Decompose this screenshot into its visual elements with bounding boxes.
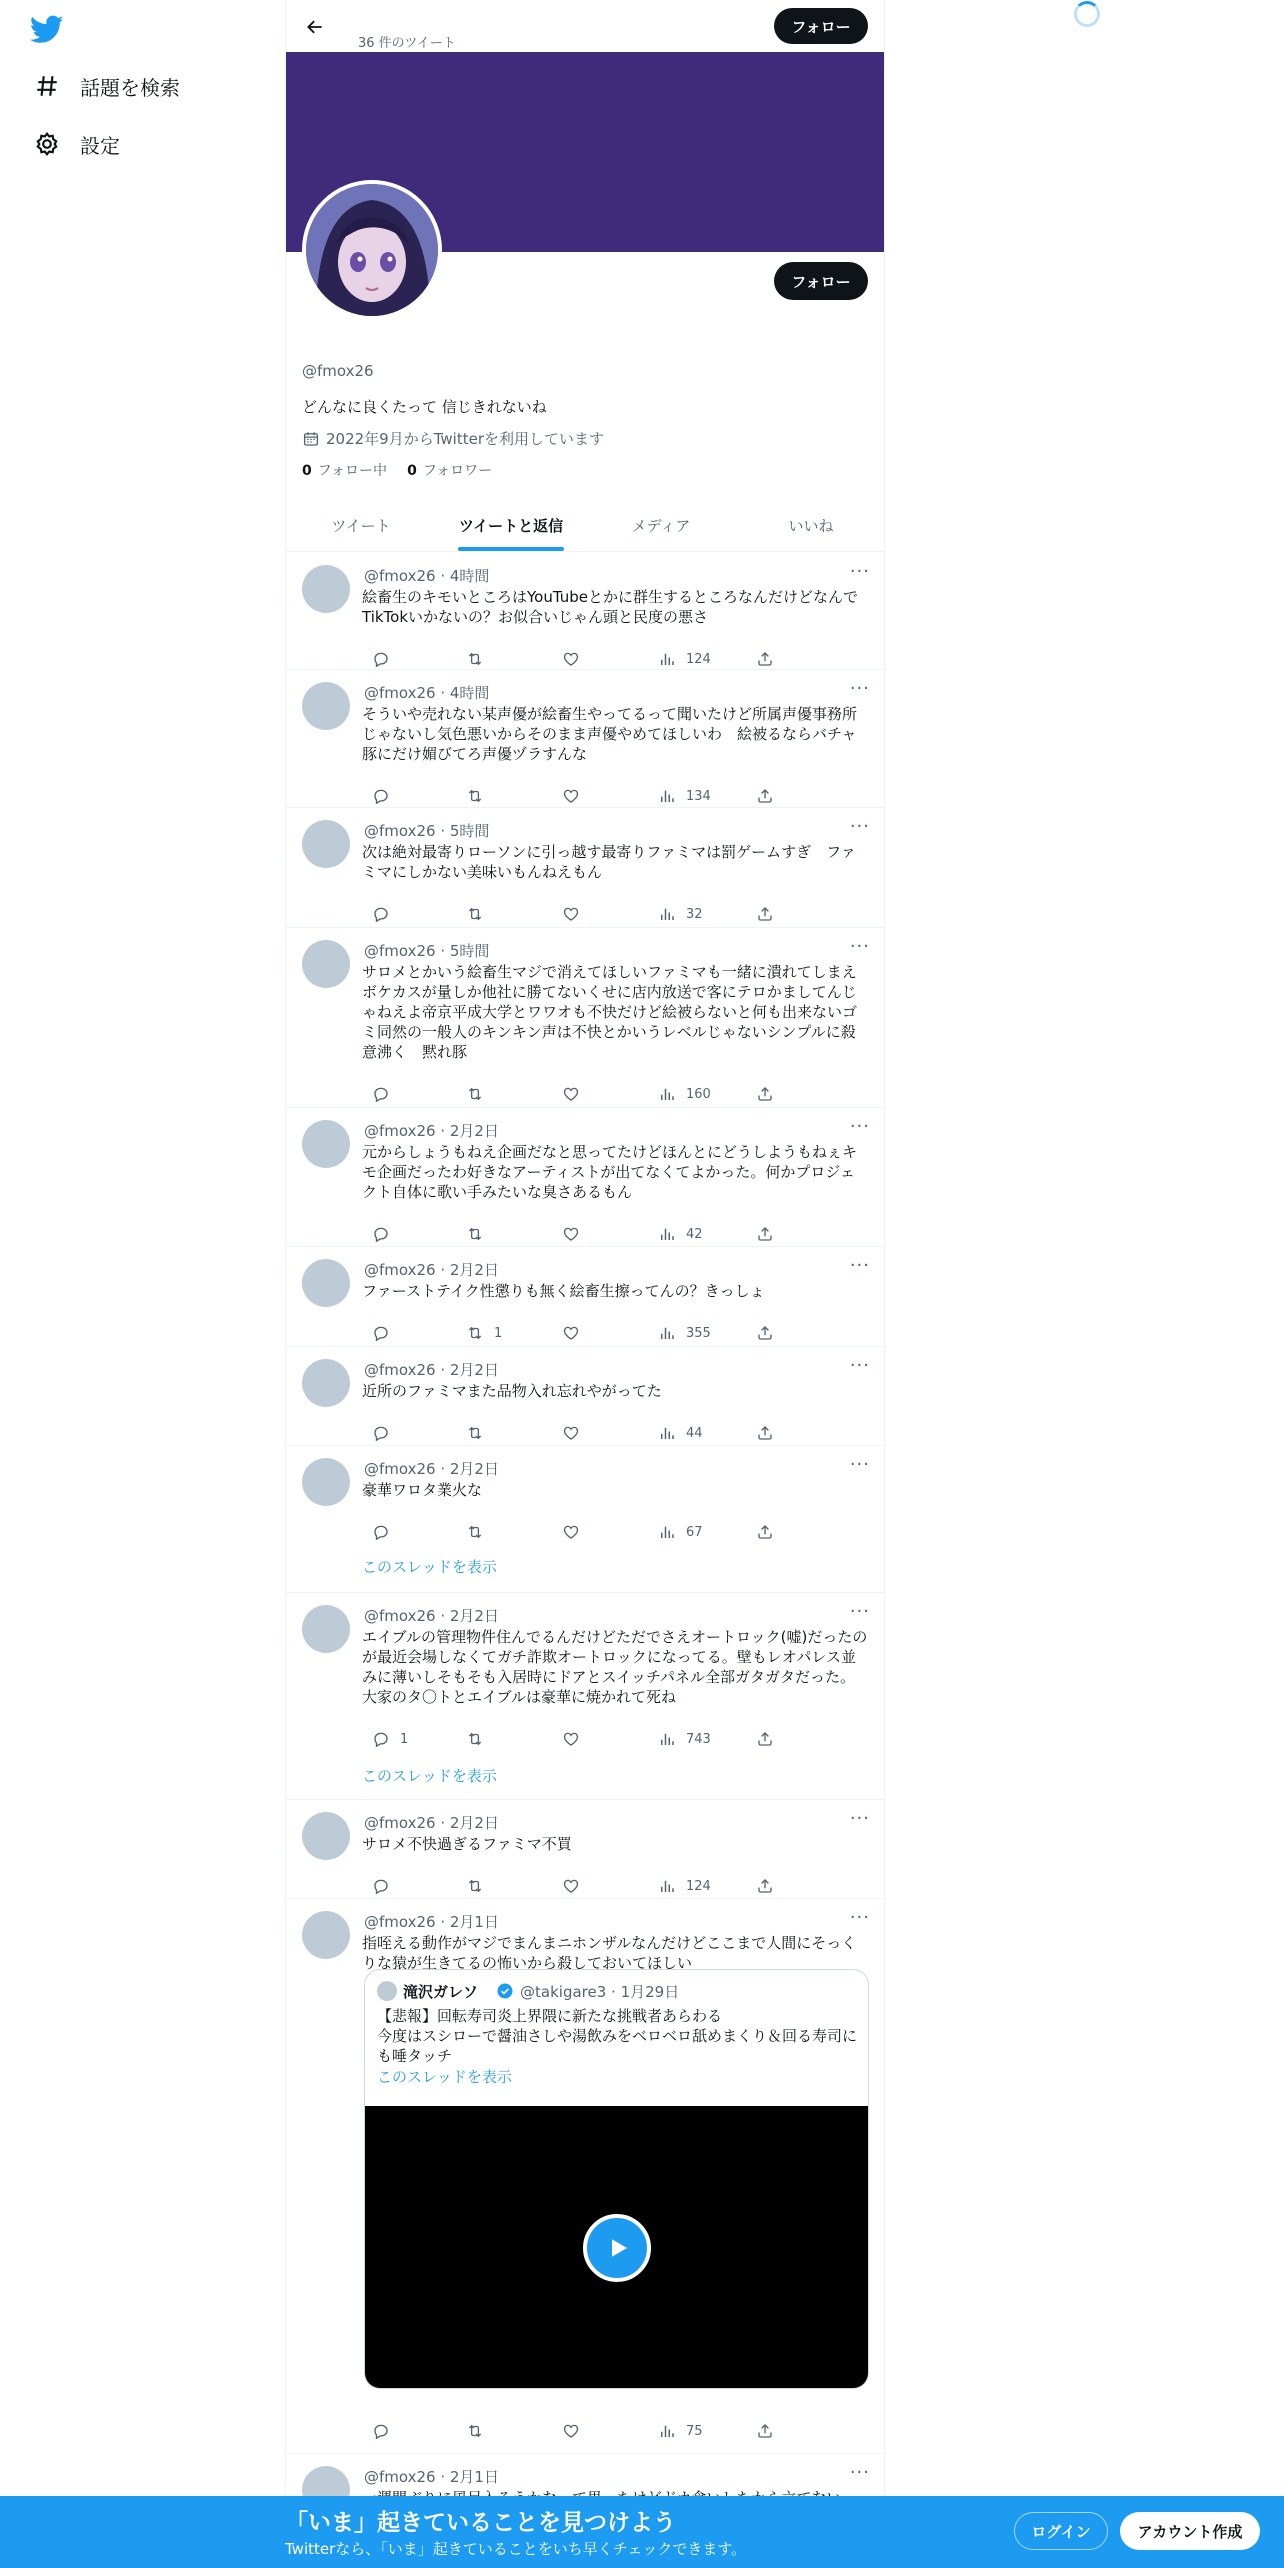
share-action[interactable] <box>746 1727 774 1751</box>
views-count: 42 <box>686 1226 703 1242</box>
share-action[interactable] <box>746 1520 774 1544</box>
tweet-meta: @fmox26 · 2月2日 <box>364 1122 499 1140</box>
nav-explore-label: 話題を検索 <box>80 75 180 100</box>
tweet-item[interactable] <box>286 1800 885 1899</box>
followers-count: 0 <box>407 463 417 479</box>
tweet-actions <box>362 1520 782 1544</box>
views-icon <box>658 905 676 923</box>
share-action[interactable] <box>746 902 774 926</box>
followers-label: フォロワー <box>422 463 493 479</box>
quoted-tweet[interactable] <box>364 1969 869 2389</box>
tweet-item[interactable] <box>286 1899 885 2454</box>
views-action[interactable] <box>648 1321 711 1345</box>
like-icon <box>562 2422 580 2440</box>
views-count: 160 <box>686 1086 711 1102</box>
tab-tweets-and-replies[interactable]: ツイートと返信 <box>436 500 586 551</box>
tweet-text: サロメ不快過ぎるファミマ不買 <box>362 1835 572 1853</box>
retweet-icon <box>466 650 484 668</box>
reply-icon <box>372 1324 390 1342</box>
like-action[interactable] <box>552 647 580 671</box>
more-icon[interactable]: ··· <box>849 1116 870 1137</box>
reply-icon <box>372 787 390 805</box>
following-count: 0 <box>302 463 312 479</box>
reply-icon <box>372 1424 390 1442</box>
retweet-icon <box>466 1324 484 1342</box>
avatar[interactable] <box>302 1120 350 1168</box>
views-action[interactable] <box>648 647 711 671</box>
more-icon[interactable]: ··· <box>849 1601 870 1622</box>
views-count: 124 <box>686 651 711 667</box>
like-icon <box>562 905 580 923</box>
main-column <box>285 0 885 2568</box>
share-action[interactable] <box>746 1082 774 1106</box>
tweet-actions <box>362 902 782 926</box>
views-count: 134 <box>686 788 711 804</box>
retweet-icon <box>466 905 484 923</box>
more-icon[interactable]: ··· <box>849 1355 870 1376</box>
tweet-text: そういや売れない某声優が絵畜生やってるって聞いたけど所属声優事務所じゃないし気色悪いからそのまま声優やめてほしいわ 絵被るならバチャ豚にだけ媚びてろ声優ヅラすんな <box>362 705 858 763</box>
tweet-meta: @fmox26 · 4時間 <box>364 567 490 585</box>
share-action[interactable] <box>746 647 774 671</box>
views-icon <box>658 650 676 668</box>
tweet-item[interactable] <box>286 1108 885 1247</box>
share-icon <box>756 1085 774 1103</box>
tweet-meta: @fmox26 · 2月2日 <box>364 1261 499 1279</box>
views-icon <box>658 1730 676 1748</box>
share-icon <box>756 2422 774 2440</box>
tweet-meta: @fmox26 · 2月2日 <box>364 1814 499 1832</box>
reply-count: 1 <box>400 1731 409 1747</box>
tweet-item[interactable] <box>286 553 885 670</box>
views-action[interactable] <box>648 902 703 926</box>
like-action[interactable] <box>552 1520 580 1544</box>
reply-action[interactable] <box>362 1874 400 1898</box>
more-icon[interactable]: ··· <box>849 678 870 699</box>
avatar[interactable] <box>302 565 350 613</box>
following-label: フォロー中 <box>317 463 388 479</box>
reply-icon <box>372 1523 390 1541</box>
retweet-icon <box>466 1523 484 1541</box>
share-action[interactable] <box>746 1222 774 1246</box>
avatar[interactable] <box>302 1458 350 1506</box>
tweet-actions <box>362 784 782 808</box>
tweet-actions <box>362 1727 782 1751</box>
share-icon <box>756 1424 774 1442</box>
retweet-action[interactable] <box>456 1082 494 1106</box>
more-icon[interactable]: ··· <box>849 1907 870 1928</box>
retweet-icon <box>466 1730 484 1748</box>
bottom-signup-bar <box>0 2496 1284 2568</box>
tweet-text: 絵畜生のキモいところはYouTubeとかに群生するところなんだけどなんでTikTokいかないの？お似合いじゃん頭と民度の悪さ <box>362 588 858 626</box>
reply-action[interactable] <box>362 647 400 671</box>
tweet-item[interactable] <box>286 808 885 928</box>
retweet-action[interactable] <box>456 1321 502 1345</box>
views-action[interactable] <box>648 1520 703 1544</box>
avatar[interactable] <box>302 1911 350 1959</box>
more-icon[interactable]: ··· <box>849 1255 870 1276</box>
tweet-item[interactable] <box>286 928 885 1108</box>
tweet-meta: @fmox26 · 5時間 <box>364 822 490 840</box>
more-icon[interactable]: ··· <box>849 816 870 837</box>
like-icon <box>562 1324 580 1342</box>
views-icon <box>658 2422 676 2440</box>
twitter-logo-icon[interactable] <box>30 12 70 46</box>
more-icon[interactable]: ··· <box>849 561 870 582</box>
share-action[interactable] <box>746 784 774 808</box>
more-icon[interactable]: ··· <box>849 936 870 957</box>
like-icon <box>562 1877 580 1895</box>
profile-tabs <box>286 500 885 552</box>
joined-text: 2022年9月からTwitterを利用しています <box>326 430 604 448</box>
retweet-action[interactable] <box>456 1874 494 1898</box>
bottom-bar-title: 「いま」起きていることを見つけよう <box>285 2510 676 2536</box>
like-action[interactable] <box>552 1421 580 1445</box>
tweet-item[interactable] <box>286 1446 885 1593</box>
like-action[interactable] <box>552 1727 580 1751</box>
retweet-action[interactable] <box>456 1520 494 1544</box>
retweet-count: 1 <box>494 1325 503 1341</box>
tweet-meta: @fmox26 · 2月2日 <box>364 1460 499 1478</box>
reply-icon <box>372 650 390 668</box>
like-icon <box>562 1424 580 1442</box>
views-count: 743 <box>686 1731 711 1747</box>
retweet-action[interactable] <box>456 647 494 671</box>
tweet-text: ファーストテイク性懲りも無く絵畜生擦ってんの？きっしょ <box>362 1282 765 1300</box>
views-count: 67 <box>686 1524 703 1540</box>
profile-joined <box>302 428 604 449</box>
retweet-icon <box>466 1225 484 1243</box>
views-action[interactable] <box>648 1082 711 1106</box>
tweet-text: 近所のファミマまた品物入れ忘れやがってた <box>362 1382 662 1400</box>
reply-icon <box>372 1225 390 1243</box>
share-action[interactable] <box>746 1321 774 1345</box>
tweet-text: 元からしょうもねえ企画だなと思ってたけどほんとにどうしようもねぇキモ企画だったわ好きなアーティストが出てなくてよかった。何かプロジェクト自体に歌い手みたいな臭さあるもん <box>362 1143 858 1201</box>
like-icon <box>562 787 580 805</box>
share-icon <box>756 1730 774 1748</box>
quote-header <box>377 1980 679 2002</box>
tweet-actions <box>362 2419 782 2443</box>
gear-icon <box>32 129 62 159</box>
reply-icon <box>372 905 390 923</box>
views-count: 355 <box>686 1325 711 1341</box>
calendar-icon <box>302 430 320 448</box>
verified-badge-icon <box>496 1982 514 2000</box>
like-action[interactable] <box>552 2419 580 2443</box>
tweet-actions <box>362 1222 782 1246</box>
share-icon <box>756 1324 774 1342</box>
views-action[interactable] <box>648 2419 703 2443</box>
like-action[interactable] <box>552 1874 580 1898</box>
share-action[interactable] <box>746 1421 774 1445</box>
views-count: 44 <box>686 1425 703 1441</box>
show-thread-link[interactable]: このスレッドを表示 <box>362 1767 497 1785</box>
views-action[interactable] <box>648 1874 711 1898</box>
tweet-item[interactable] <box>286 670 885 808</box>
tweet-meta: @fmox26 · 2月1日 <box>364 1913 499 1931</box>
reply-icon <box>372 1877 390 1895</box>
quote-show-thread-link[interactable]: このスレッドを表示 <box>377 2068 512 2086</box>
tab-media[interactable]: メディア <box>631 517 691 535</box>
nav-settings-label: 設定 <box>80 133 120 158</box>
tweet-meta: @fmox26 · 2月2日 <box>364 1607 499 1625</box>
reply-action[interactable] <box>362 1082 400 1106</box>
like-icon <box>562 650 580 668</box>
more-icon[interactable]: ··· <box>849 1808 870 1829</box>
more-icon[interactable]: ··· <box>849 2462 870 2483</box>
show-thread-link[interactable]: このスレッドを表示 <box>362 1558 497 1576</box>
share-icon <box>756 787 774 805</box>
profile-bio: どんなに良くたって 信じきれないね <box>302 398 547 416</box>
profile-avatar[interactable] <box>302 180 442 320</box>
reply-icon <box>372 1085 390 1103</box>
views-count: 32 <box>686 906 703 922</box>
tab-likes[interactable]: いいね <box>788 517 834 535</box>
followers-link[interactable] <box>407 460 492 480</box>
tab-tweets[interactable]: ツイート <box>331 517 391 535</box>
tweet-item[interactable] <box>286 1593 885 1800</box>
retweet-action[interactable] <box>456 1222 494 1246</box>
following-link[interactable] <box>302 460 387 480</box>
like-action[interactable] <box>552 1222 580 1246</box>
tweet-meta: @fmox26 · 4時間 <box>364 684 490 702</box>
avatar[interactable] <box>302 820 350 868</box>
share-icon <box>756 1523 774 1541</box>
reply-action[interactable] <box>362 1222 400 1246</box>
play-button-icon[interactable] <box>583 2214 651 2282</box>
reply-action[interactable] <box>362 2419 400 2443</box>
like-icon <box>562 1085 580 1103</box>
retweet-icon <box>466 1085 484 1103</box>
views-action[interactable] <box>648 1727 711 1751</box>
header-follow-button[interactable]: フォロー <box>774 8 868 44</box>
top-bar <box>286 0 885 52</box>
video-player[interactable] <box>365 2106 869 2389</box>
tweet-item[interactable] <box>286 1247 885 1347</box>
share-icon <box>756 1877 774 1895</box>
retweet-action[interactable] <box>456 1727 494 1751</box>
login-button[interactable]: ログイン <box>1014 2512 1108 2550</box>
back-arrow-icon[interactable] <box>300 12 330 42</box>
views-count: 75 <box>686 2423 703 2439</box>
more-icon[interactable]: ··· <box>849 1454 870 1475</box>
views-action[interactable] <box>648 1421 703 1445</box>
reply-action[interactable] <box>362 1727 408 1751</box>
retweet-icon <box>466 1877 484 1895</box>
share-icon <box>756 905 774 923</box>
avatar[interactable] <box>302 1812 350 1860</box>
tweet-meta: @fmox26 · 2月1日 <box>364 2468 499 2486</box>
avatar[interactable] <box>302 682 350 730</box>
reply-action[interactable] <box>362 1321 400 1345</box>
tweet-item[interactable] <box>286 1347 885 1446</box>
tweet-meta: @fmox26 · 2月2日 <box>364 1361 499 1379</box>
signup-button[interactable]: アカウント作成 <box>1120 2512 1260 2550</box>
left-nav <box>0 0 285 2568</box>
profile-handle: @fmox26 <box>302 362 374 380</box>
avatar[interactable] <box>302 1605 350 1653</box>
reply-icon <box>372 1730 390 1748</box>
tweet-text: 次は絶対最寄りローソンに引っ越す最寄りファミマは罰ゲームすぎ ファミマにしかない美味いもんねえもん <box>362 843 856 881</box>
reply-icon <box>372 2422 390 2440</box>
retweet-action[interactable] <box>456 784 494 808</box>
views-icon <box>658 1225 676 1243</box>
profile-follow-button[interactable]: フォロー <box>774 262 868 300</box>
retweet-action[interactable] <box>456 1421 494 1445</box>
reply-action[interactable] <box>362 902 400 926</box>
views-icon <box>658 1085 676 1103</box>
avatar[interactable] <box>302 940 350 988</box>
tweet-actions <box>362 1874 782 1898</box>
hashtag-icon <box>32 71 62 101</box>
like-icon <box>562 1730 580 1748</box>
reply-action[interactable] <box>362 1421 400 1445</box>
retweet-icon <box>466 1424 484 1442</box>
tweet-actions <box>362 1421 782 1445</box>
bottom-bar-subtitle: Twitterなら、「いま」起きていることをいち早くチェックできます。 <box>285 2540 747 2558</box>
avatar <box>377 1981 397 2001</box>
share-icon <box>756 650 774 668</box>
quote-meta: @takigare3 · 1月29日 <box>520 1982 680 2001</box>
nav-explore[interactable] <box>32 66 180 106</box>
quote-author-name: 滝沢ガレソ <box>403 1982 479 2001</box>
tweet-actions <box>362 647 782 671</box>
avatar[interactable] <box>302 1259 350 1307</box>
nav-settings[interactable] <box>32 124 120 164</box>
views-icon <box>658 1877 676 1895</box>
views-action[interactable] <box>648 1222 703 1246</box>
views-icon <box>658 1324 676 1342</box>
share-icon <box>756 1225 774 1243</box>
like-action[interactable] <box>552 902 580 926</box>
views-count: 124 <box>686 1878 711 1894</box>
like-icon <box>562 1225 580 1243</box>
avatar[interactable] <box>302 1359 350 1407</box>
tweet-text: 指咥える動作がマジでまんまニホンザルなんだけどここまで人間にそっくりな猿が生きてるの怖いから殺しておいてほしい <box>362 1934 857 1972</box>
like-action[interactable] <box>552 784 580 808</box>
tweet-actions <box>362 1082 782 1106</box>
views-icon <box>658 1523 676 1541</box>
like-action[interactable] <box>552 1321 580 1345</box>
reply-action[interactable] <box>362 784 400 808</box>
tweet-text: エイブルの管理物件住んでるんだけどただでさえオートロック(嘘)だったのが最近会場しなくてガチ詐欺オートロックになってる。壁もレオパレス並みに薄いしそもそも入居時にドアとスイッチパネル全部ガタガタだった。大家のタ〇トとエイブルは豪華に焼かれて死ね <box>362 1628 868 1706</box>
retweet-action[interactable] <box>456 902 494 926</box>
tweet-text: 豪華ワロタ業火な <box>362 1481 483 1499</box>
share-action[interactable] <box>746 2419 774 2443</box>
share-action[interactable] <box>746 1874 774 1898</box>
views-action[interactable] <box>648 784 711 808</box>
tweet-count: 36 件のツイート <box>358 36 456 51</box>
like-action[interactable] <box>552 1082 580 1106</box>
retweet-icon <box>466 787 484 805</box>
tweet-text: サロメとかいう絵畜生マジで消えてほしいファミマも一緒に潰れてしまえボケカスが量しか他社に勝てないくせに店内放送で客にテロかましてんじゃねえよ帝京平成大学とワワオも不快だけど絵被らないと何も出来ないゴミ同然の一般人のキンキン声は不快とかいうレベルじゃないシンプルに殺意沸く 黙れ豚 <box>362 963 858 1061</box>
reply-action[interactable] <box>362 1520 400 1544</box>
tweet-actions <box>362 1321 782 1345</box>
retweet-icon <box>466 2422 484 2440</box>
quote-text: 【悲報】回転寿司炎上界隈に新たな挑戦者あらわる 今度はスシローで醤油さしや湯飲みをベロベロ舐めまくり＆回る寿司にも唾タッチ <box>377 2007 858 2065</box>
like-icon <box>562 1523 580 1541</box>
tweet-meta: @fmox26 · 5時間 <box>364 942 490 960</box>
loading-spinner <box>1074 1 1100 27</box>
retweet-action[interactable] <box>456 2419 494 2443</box>
views-icon <box>658 787 676 805</box>
follow-counts <box>302 460 492 480</box>
views-icon <box>658 1424 676 1442</box>
